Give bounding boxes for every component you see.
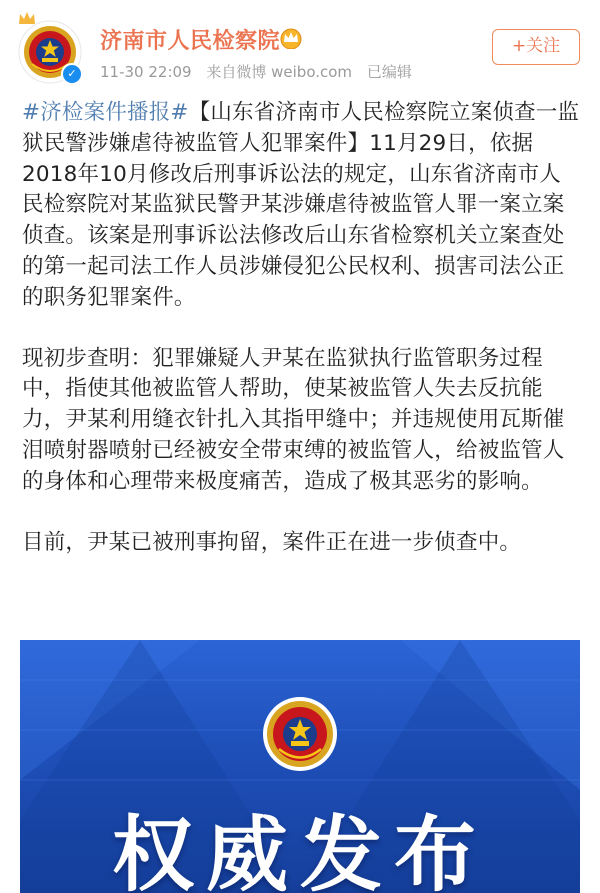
crown-badge-icon [18,10,36,24]
author-name[interactable]: 济南市人民检察院 [100,29,281,54]
edited-label[interactable]: 已编辑 [366,63,412,81]
procuratorate-emblem-icon [262,696,338,772]
follow-button[interactable]: +关注 [492,29,580,65]
hashtag-link[interactable]: #济检案件播报# [22,100,189,125]
post-paragraph-1 [22,98,582,314]
post-time: 11-30 22:09 [100,63,192,81]
post-source[interactable]: 来自微博 weibo.com [206,63,353,81]
paragraph-text: 【山东省济南市人民检察院立案侦查一监狱民警涉嫌虐待被监管人犯罪案件】11月29日，依据2018年10月修改后刑事诉讼法的规定，山东省济南市人民检察院对某监狱民警尹某涉嫌虐待被监管人罪一案立案侦查。该案是刑事诉讼法修改后山东省检察机关立案查处的第一起司法工作人员涉嫌侵犯公民权利、损害司法公正的职务犯罪案件。 [22,100,580,310]
post-paragraph-3: 目前，尹某已被刑事拘留，案件正在进一步侦查中。 [22,529,522,555]
verified-check-icon: ✓ [61,63,83,85]
post-image-banner[interactable] [20,640,580,893]
post-paragraph-2: 现初步查明：犯罪嫌疑人尹某在监狱执行监管职务过程中，指使其他被监管人帮助，使某被监管人失去反抗能力，尹某利用缝衣针扎入其指甲缝中；并违规使用瓦斯催泪喷射器喷射已经被安全带束缚的被监管人，给被监管人的身体和心理带来极度痛苦，造成了极其恶劣的影响。 [22,345,565,494]
post-header [0,0,600,96]
post-content [22,98,582,588]
post-meta [100,61,422,82]
vip-crown-icon[interactable] [279,27,303,49]
banner-title: 权威发布 [111,807,488,893]
